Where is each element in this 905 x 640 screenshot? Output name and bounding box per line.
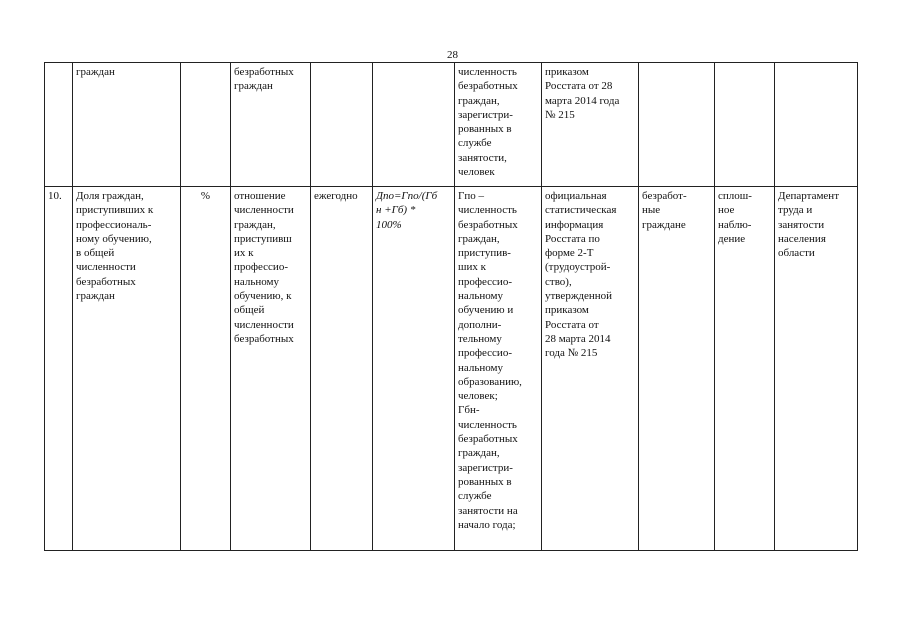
cell-text-line: образованию, — [458, 375, 522, 388]
cell-formula — [373, 63, 455, 187]
cell-text-line: населения — [778, 232, 826, 245]
cell-text-line: граждан, — [234, 218, 276, 231]
cell-text-line: Росстата от — [545, 318, 599, 331]
cell-periodicity — [311, 187, 373, 551]
cell-text-line: ежегодно — [314, 190, 358, 202]
cell-text-line: нальному — [458, 290, 504, 303]
cell-text-line: наблю- — [718, 218, 752, 231]
cell-text-line: профессиональ- — [76, 218, 152, 231]
cell-text-line: общей — [234, 304, 265, 317]
cell-text-line: профессио- — [458, 275, 512, 288]
cell-unit — [181, 187, 231, 551]
cell-text-line: Росстата от 28 — [545, 80, 613, 93]
page-number: 28 — [447, 49, 458, 61]
cell-text-line: граждан, — [458, 232, 500, 245]
cell-text-line: приступив- — [458, 247, 511, 260]
cell-text-line: отношение — [234, 190, 286, 202]
cell-number — [45, 187, 73, 551]
cell-text-line: обучению и — [458, 304, 514, 317]
cell-text-line: Доля граждан, — [76, 190, 144, 202]
cell-text-line: зарегистри- — [458, 108, 513, 121]
cell-text-line: граждан — [76, 290, 115, 303]
cell-text-line: официальная — [545, 190, 607, 202]
cell-collection-method — [715, 63, 775, 187]
cell-text-line: численности — [234, 204, 294, 217]
cell-text-line: безработных — [234, 66, 294, 78]
cell-text-line: приступивших к — [76, 204, 154, 217]
cell-base-indicators — [455, 187, 542, 551]
cell-text-line: области — [778, 247, 815, 260]
cell-text-line: начало года; — [458, 518, 516, 531]
cell-text-line: приказом — [545, 304, 589, 317]
cell-text-line: численности — [76, 261, 136, 274]
cell-text-line: информация — [545, 218, 604, 231]
cell-text-line: безработных — [458, 80, 518, 93]
cell-observation-unit — [639, 63, 715, 187]
cell-text-line: занятости на — [458, 504, 518, 517]
cell-definition — [231, 187, 311, 551]
cell-text-line: дение — [718, 232, 746, 245]
cell-responsible — [775, 63, 858, 187]
cell-text-line: ство), — [545, 275, 572, 288]
table-body — [45, 63, 858, 551]
cell-text-line: граждан — [234, 80, 273, 93]
cell-text-line: № 215 — [545, 108, 575, 121]
cell-unit — [181, 63, 231, 187]
cell-collection-method — [715, 187, 775, 551]
cell-text-line: рованных в — [458, 475, 512, 488]
cell-text-line: службе — [458, 490, 492, 503]
cell-text-line: нальному — [234, 275, 280, 288]
cell-text-line: ших к — [458, 261, 486, 274]
table-row — [45, 63, 858, 187]
cell-base-indicators — [455, 63, 542, 187]
cell-text-line: Департамент — [778, 190, 840, 202]
cell-text-line: зарегистри- — [458, 461, 513, 474]
cell-text-line: численность — [458, 66, 517, 78]
cell-text-line: тельному — [458, 332, 502, 345]
cell-indicator-name — [73, 187, 181, 551]
cell-text-line: 10. — [48, 190, 62, 202]
cell-responsible — [775, 187, 858, 551]
cell-definition — [231, 63, 311, 187]
cell-text-line: безработных — [458, 433, 518, 446]
cell-text-line: безработных — [234, 332, 294, 345]
cell-text-line: граждан, — [458, 447, 500, 460]
cell-text-line: граждан, — [458, 94, 500, 107]
indicators-table — [44, 62, 858, 551]
cell-text-line: марта 2014 года — [545, 94, 620, 107]
cell-text-line: человек; — [458, 390, 498, 403]
cell-text-line: приказом — [545, 66, 589, 78]
cell-text-line: Росстата по — [545, 232, 600, 245]
cell-text-line: профессио- — [458, 347, 512, 360]
cell-text-line: граждане — [642, 218, 686, 231]
cell-periodicity — [311, 63, 373, 187]
cell-text-line: ные — [642, 204, 661, 217]
cell-text-line: в общей — [76, 247, 115, 260]
table-row — [45, 187, 858, 551]
cell-text-line: рованных в — [458, 123, 512, 136]
cell-indicator-name — [73, 63, 181, 187]
cell-text-line: труда и — [778, 204, 813, 217]
cell-text-line: численность — [458, 204, 517, 217]
cell-data-source — [542, 63, 639, 187]
cell-text-line: (трудоустрой- — [545, 261, 611, 274]
cell-text-line: н +Гб) * — [376, 204, 416, 217]
cell-text-line: службе — [458, 137, 492, 150]
cell-formula — [373, 187, 455, 551]
cell-text-line: численности — [234, 318, 294, 331]
cell-text-line: Дпо=Гпо/(Гб — [376, 190, 438, 202]
cell-number — [45, 63, 73, 187]
cell-text-line: человек — [458, 166, 495, 179]
cell-text-line: обучению, к — [234, 290, 292, 303]
cell-text-line: статистическая — [545, 204, 617, 217]
cell-text-line: безработ- — [642, 190, 687, 202]
cell-text-line: профессио- — [234, 261, 288, 274]
cell-text-line: 100% — [376, 218, 402, 231]
cell-text-line: форме 2-Т — [545, 247, 594, 260]
cell-text-line: ное — [718, 204, 735, 217]
cell-text-line: безработных — [76, 275, 136, 288]
cell-text-line: ному обучению, — [76, 232, 152, 245]
cell-data-source — [542, 187, 639, 551]
cell-text-line: Гбн- — [458, 404, 480, 417]
cell-text-line: занятости, — [458, 151, 507, 164]
cell-text-line: нальному — [458, 361, 504, 374]
cell-observation-unit — [639, 187, 715, 551]
cell-text-line: Гпо – — [458, 190, 484, 202]
cell-text-line: дополни- — [458, 318, 502, 331]
cell-text-line: % — [200, 190, 211, 202]
cell-text-line: сплош- — [718, 190, 752, 202]
cell-text-line: утвержденной — [545, 290, 613, 303]
cell-text-line: безработных — [458, 218, 518, 231]
cell-text-line: их к — [234, 247, 254, 260]
cell-text-line: граждан — [76, 66, 115, 78]
cell-text-line: численность — [458, 418, 517, 431]
cell-text-line: занятости — [778, 218, 825, 231]
cell-text-line: 28 марта 2014 — [545, 332, 611, 345]
cell-text-line: приступивш — [234, 232, 292, 245]
cell-text-line: года № 215 — [545, 347, 598, 360]
